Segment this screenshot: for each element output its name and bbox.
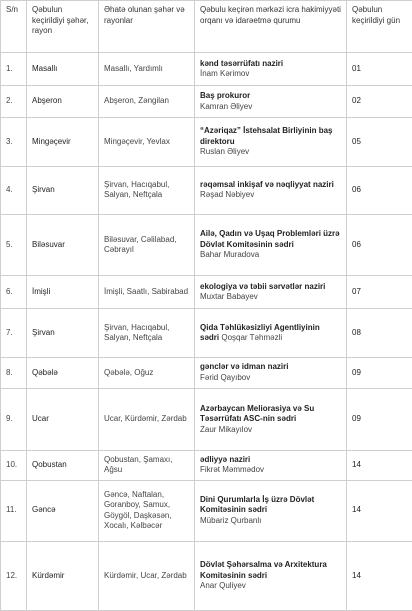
row-day: 14: [347, 541, 412, 610]
official-position: gənclər və idman naziri: [200, 362, 289, 372]
header-official: Qəbulu keçirən mərkəzi icra hakimiyyəti orqanı və idarəetmə qurumu: [195, 1, 347, 53]
row-day: 14: [347, 480, 412, 541]
row-district: Gəncə: [27, 480, 99, 541]
row-district: Şirvan: [27, 309, 99, 358]
row-official: [195, 86, 347, 118]
official-name: Qoşqar Təhməzli: [221, 333, 283, 343]
row-day: 08: [347, 309, 412, 358]
row-covered-areas: Abşeron, Zəngilan: [99, 86, 195, 118]
row-district: Qobustan: [27, 450, 99, 480]
row-official: [195, 309, 347, 358]
official-name: Bahar Muradova: [200, 250, 260, 260]
official-position: Dini Qurumlarla İş üzrə Dövlət Komitəsinin sədri: [200, 494, 315, 515]
official-name: Anar Quliyev: [200, 581, 246, 591]
official-name: Ruslan Əliyev: [200, 147, 250, 157]
table-row: [1, 53, 412, 86]
official-position: ədliyyə naziri: [200, 454, 251, 464]
table-row: [1, 118, 412, 167]
row-day: 07: [347, 276, 412, 309]
row-day: 06: [347, 215, 412, 276]
table-row: [1, 309, 412, 358]
header-covered-areas: Əhatə olunan şəhər və rayonlar: [99, 1, 195, 53]
official-name: İnam Kərimov: [200, 69, 250, 79]
row-covered-areas: Gəncə, Naftalan, Goranboy, Samux, Göygöl, Daşkəsən, Xocalı, Kəlbəcər: [99, 480, 195, 541]
header-district: Qəbulun keçirildiyi şəhər, rayon: [27, 1, 99, 53]
row-district: Kürdəmir: [27, 541, 99, 610]
row-district: İmişli: [27, 276, 99, 309]
row-official: [195, 215, 347, 276]
official-position: Azərbaycan Meliorasiya və Su Təsərrüfatı ASC-nin sədri: [200, 403, 315, 424]
row-day: 14: [347, 450, 412, 480]
header-sn: S/n: [1, 1, 27, 53]
row-district: Abşeron: [27, 86, 99, 118]
table-row: [1, 450, 412, 480]
official-name: Fikrət Məmmədov: [200, 465, 265, 475]
row-covered-areas: Kürdəmir, Ucar, Zərdab: [99, 541, 195, 610]
row-district: Mingəçevir: [27, 118, 99, 167]
table-row: [1, 357, 412, 388]
row-covered-areas: Qobustan, Şamaxı, Ağsu: [99, 450, 195, 480]
official-name: Kamran Əliyev: [200, 101, 253, 111]
official-name: Rəşad Nəbiyev: [200, 190, 255, 200]
table-row: [1, 215, 412, 276]
row-official: [195, 118, 347, 167]
row-number: 9.: [1, 388, 27, 450]
official-name: Muxtar Babayev: [200, 292, 258, 302]
official-name: Zaur Mikayılov: [200, 424, 253, 434]
row-official: [195, 166, 347, 215]
row-covered-areas: Şirvan, Hacıqabul, Salyan, Neftçala: [99, 166, 195, 215]
row-covered-areas: Masallı, Yardımlı: [99, 53, 195, 86]
row-number: 12.: [1, 541, 27, 610]
row-official: [195, 388, 347, 450]
row-official: [195, 480, 347, 541]
row-covered-areas: Qəbələ, Oğuz: [99, 357, 195, 388]
row-day: 02: [347, 86, 412, 118]
row-number: 1.: [1, 53, 27, 86]
row-number: 11.: [1, 480, 27, 541]
table-row: [1, 166, 412, 215]
official-position: kənd təsərrüfatı naziri: [200, 58, 284, 68]
header-day: Qəbulun keçirildiyi gün: [347, 1, 412, 53]
row-day: 06: [347, 166, 412, 215]
row-official: [195, 276, 347, 309]
row-number: 4.: [1, 166, 27, 215]
row-number: 8.: [1, 357, 27, 388]
row-covered-areas: Şirvan, Hacıqabul, Salyan, Neftçala: [99, 309, 195, 358]
row-official: [195, 53, 347, 86]
row-day: 01: [347, 53, 412, 86]
row-number: 7.: [1, 309, 27, 358]
row-district: Ucar: [27, 388, 99, 450]
row-number: 6.: [1, 276, 27, 309]
table-header-row: [1, 1, 412, 53]
official-position: rəqəmsal inkişaf və nəqliyyat naziri: [200, 179, 334, 189]
official-position: Qida Təhlükəsizliyi Agentliyinin sədri: [200, 322, 320, 343]
official-position: Ailə, Qadın və Uşaq Problemləri üzrə Dövlət Komitəsinin sədri: [200, 229, 340, 249]
row-district: Biləsuvar: [27, 215, 99, 276]
row-number: 5.: [1, 215, 27, 276]
table-row: [1, 480, 412, 541]
official-position: Dövlət Şəhərsalma və Arxitektura Komitəsinin sədri: [200, 560, 327, 580]
official-position: ekologiya və təbii sərvətlər naziri: [200, 281, 326, 291]
row-covered-areas: Ucar, Kürdəmir, Zərdab: [99, 388, 195, 450]
official-position: “Azəriqaz” İstehsalat Birliyinin baş direktoru: [200, 126, 333, 146]
row-covered-areas: İmişli, Saatlı, Sabirabad: [99, 276, 195, 309]
row-district: Qəbələ: [27, 357, 99, 388]
row-official: [195, 541, 347, 610]
row-day: 09: [347, 388, 412, 450]
row-day: 09: [347, 357, 412, 388]
official-position: Baş prokuror: [200, 91, 251, 101]
row-district: Masallı: [27, 53, 99, 86]
official-name: Mübariz Qurbanlı: [200, 515, 262, 525]
row-district: Şirvan: [27, 166, 99, 215]
table-row: [1, 276, 412, 309]
row-covered-areas: Mingəçevir, Yevlax: [99, 118, 195, 167]
row-covered-areas: Biləsuvar, Cəlilabad, Cəbrayıl: [99, 215, 195, 276]
row-number: 10.: [1, 450, 27, 480]
row-number: 3.: [1, 118, 27, 167]
official-name: Fərid Qayıbov: [200, 372, 251, 382]
table-row: [1, 86, 412, 118]
row-number: 2.: [1, 86, 27, 118]
table-row: [1, 388, 412, 450]
table-row: [1, 541, 412, 610]
row-official: [195, 357, 347, 388]
row-day: 05: [347, 118, 412, 167]
row-official: [195, 450, 347, 480]
